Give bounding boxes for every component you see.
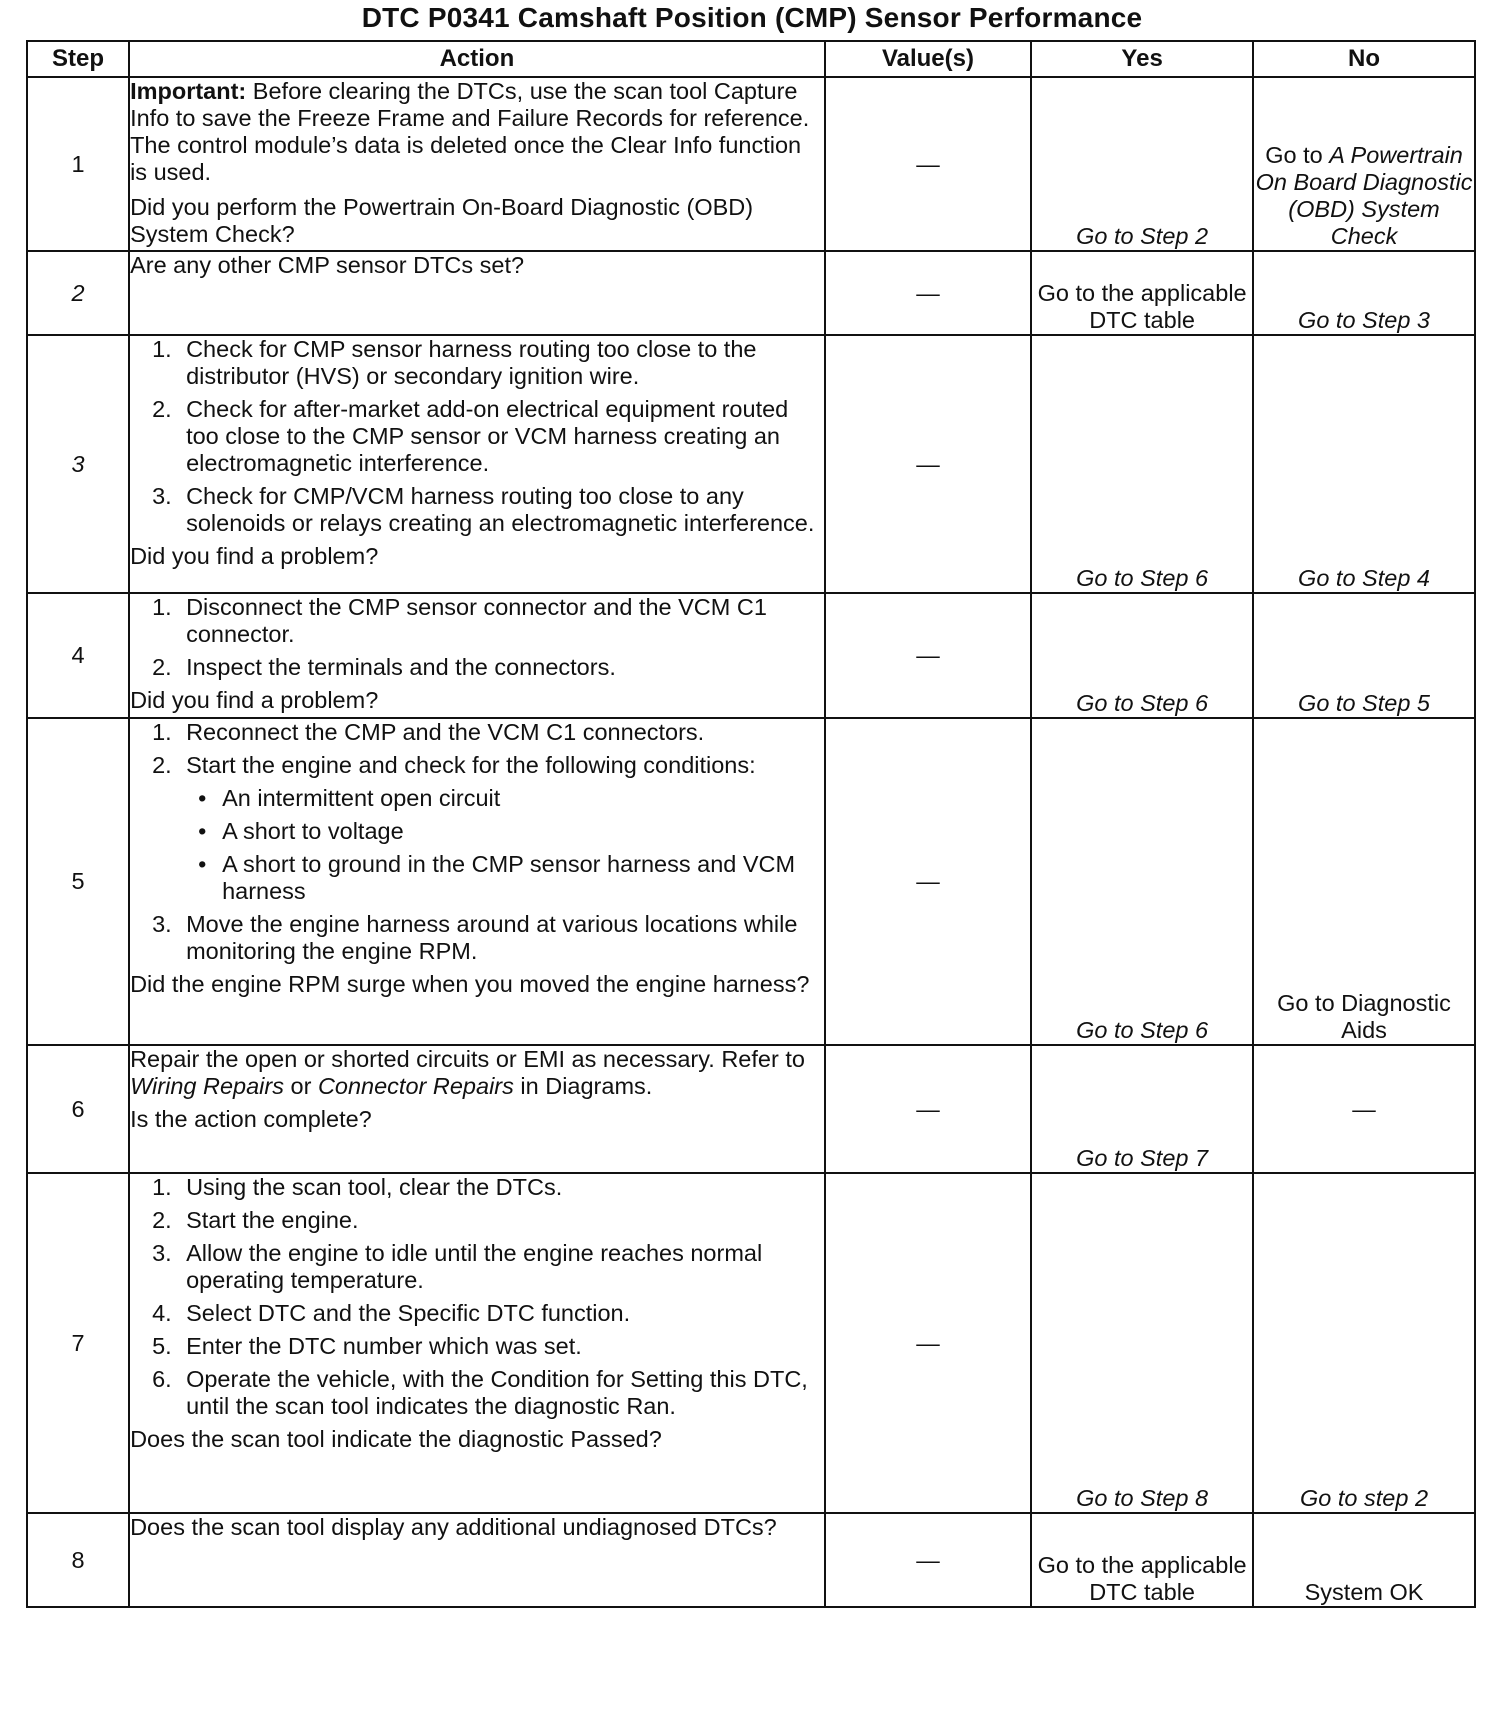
no-cell: System OK: [1253, 1513, 1475, 1607]
list-item-text: Enter the DTC number which was set.: [186, 1333, 582, 1359]
step-question: Did you find a problem?: [130, 687, 379, 713]
no-prefix: Go to: [1265, 142, 1330, 168]
list-item: [130, 1366, 824, 1420]
list-number: 1.: [152, 594, 172, 620]
step-number: 5: [27, 718, 129, 1045]
step-list: [130, 1174, 824, 1420]
repair-instruction: [130, 1046, 824, 1100]
step-number: 8: [27, 1513, 129, 1607]
no-cell: Go to Diagnostic Aids: [1253, 718, 1475, 1045]
bullet-item: • An intermittent open circuit: [186, 785, 824, 812]
important-label: Important:: [130, 78, 247, 104]
step-question: Are any other CMP sensor DTCs set?: [130, 252, 525, 278]
list-item: [130, 1300, 824, 1327]
list-item: [130, 336, 824, 390]
list-item-text: Reconnect the CMP and the VCM C1 connectors.: [186, 719, 705, 745]
list-number: 3.: [152, 911, 172, 937]
action-cell: [129, 77, 825, 251]
no-cell: Go to Step 3: [1253, 251, 1475, 335]
yes-cell: Go to the applicable DTC table: [1031, 1513, 1253, 1607]
value-cell: —: [825, 718, 1031, 1045]
header-step: Step: [27, 41, 129, 77]
list-number: 6.: [152, 1366, 172, 1392]
header-values: Value(s): [825, 41, 1031, 77]
yes-cell: Go to Step 7: [1031, 1045, 1253, 1173]
no-link-obd-check: A Powertrain On Board Diagnostic (OBD) System Check: [1255, 142, 1473, 249]
list-item-text: Check for after-market add-on electrical equipment routed too close to the CMP sensor or VCM harness creating an electromagnetic interference.: [186, 396, 789, 476]
step-number: 6: [27, 1045, 129, 1173]
list-number: 3.: [152, 483, 172, 509]
table-row: [27, 1513, 1475, 1607]
table-row: [27, 77, 1475, 251]
list-item-text: Move the engine harness around at various locations while monitoring the engine RPM.: [186, 911, 798, 964]
yes-cell: Go to Step 6: [1031, 718, 1253, 1045]
step-question: Is the action complete?: [130, 1106, 372, 1132]
step-question: Did you find a problem?: [130, 543, 379, 569]
step-question: Does the scan tool display any additional undiagnosed DTCs?: [130, 1514, 777, 1540]
table-row: [27, 335, 1475, 593]
step-list: [130, 336, 824, 537]
header-no: No: [1253, 41, 1475, 77]
step-number: 1: [27, 77, 129, 251]
table-header-row: [27, 41, 1475, 77]
value-cell: —: [825, 335, 1031, 593]
important-note: [130, 78, 824, 186]
list-item-text: Using the scan tool, clear the DTCs.: [186, 1174, 563, 1200]
list-item-text: Start the engine and check for the following conditions:: [186, 752, 756, 778]
list-item: [130, 483, 824, 537]
list-number: 5.: [152, 1333, 172, 1359]
yes-cell: Go to Step 8: [1031, 1173, 1253, 1513]
list-item-text: Operate the vehicle, with the Condition for Setting this DTC, until the scan tool indicates the diagnostic Ran.: [186, 1366, 808, 1419]
step-question: Does the scan tool indicate the diagnostic Passed?: [130, 1426, 662, 1452]
value-cell: —: [825, 1173, 1031, 1513]
no-cell: Go to Step 4: [1253, 335, 1475, 593]
list-item: [130, 1174, 824, 1201]
step-number: 2: [27, 251, 129, 335]
wiring-repairs-ref: Wiring Repairs: [130, 1073, 284, 1099]
bullet-list: [186, 785, 824, 905]
list-item-text: Check for CMP sensor harness routing too close to the distributor (HVS) or secondary ignition wire.: [186, 336, 757, 389]
step-question: Did the engine RPM surge when you moved the engine harness?: [130, 971, 810, 997]
step-number: 7: [27, 1173, 129, 1513]
step-list: [130, 719, 824, 965]
list-item-text: Start the engine.: [186, 1207, 359, 1233]
list-item-text: Check for CMP/VCM harness routing too close to any solenoids or relays creating an electromagnetic interference.: [186, 483, 815, 536]
table-row: [27, 1045, 1475, 1173]
action-cell: [129, 335, 825, 593]
step-number: 4: [27, 593, 129, 718]
text-fragment: Repair the open or shorted circuits or EMI as necessary. Refer to: [130, 1046, 805, 1072]
header-yes: Yes: [1031, 41, 1253, 77]
bullet-item: • A short to ground in the CMP sensor harness and VCM harness: [186, 851, 824, 905]
no-cell: Go to Step 5: [1253, 593, 1475, 718]
list-item: [130, 654, 824, 681]
list-item: [130, 594, 824, 648]
no-cell: —: [1253, 1045, 1475, 1173]
text-fragment: or: [283, 1073, 318, 1099]
list-number: 2.: [152, 752, 172, 778]
value-cell: —: [825, 1045, 1031, 1173]
list-item: [130, 396, 824, 477]
list-item: [130, 911, 824, 965]
list-number: 3.: [152, 1240, 172, 1266]
step-number: 3: [27, 335, 129, 593]
table-row: [27, 593, 1475, 718]
list-item: [130, 752, 824, 905]
list-number: 1.: [152, 1174, 172, 1200]
list-number: 2.: [152, 396, 172, 422]
list-number: 2.: [152, 654, 172, 680]
yes-cell: Go to the applicable DTC table: [1031, 251, 1253, 335]
table-row: [27, 1173, 1475, 1513]
value-cell: —: [825, 1513, 1031, 1607]
page-title: DTC P0341 Camshaft Position (CMP) Sensor Performance: [361, 2, 1143, 33]
action-cell: [129, 1173, 825, 1513]
no-cell: [1253, 77, 1475, 251]
yes-cell: Go to Step 6: [1031, 593, 1253, 718]
connector-repairs-ref: Connector Repairs: [317, 1073, 514, 1099]
action-cell: [129, 1513, 825, 1607]
list-number: 4.: [152, 1300, 172, 1326]
value-cell: —: [825, 593, 1031, 718]
step-question: Did you perform the Powertrain On-Board Diagnostic (OBD) System Check?: [130, 194, 754, 247]
list-item-text: Select DTC and the Specific DTC function.: [186, 1300, 631, 1326]
list-item: [130, 1240, 824, 1294]
step-list: [130, 594, 824, 681]
action-cell: [129, 251, 825, 335]
action-cell: [129, 593, 825, 718]
important-text: Before clearing the DTCs, use the scan tool Capture Info to save the Freeze Frame and Failure Records for reference. The control module’s data is deleted once the Clear Info function is used.: [130, 78, 810, 185]
list-item: [130, 1207, 824, 1234]
action-cell: [129, 718, 825, 1045]
list-number: 1.: [152, 336, 172, 362]
header-action: Action: [129, 41, 825, 77]
text-fragment: in Diagrams.: [513, 1073, 653, 1099]
no-cell: Go to step 2: [1253, 1173, 1475, 1513]
list-item: [130, 719, 824, 746]
diagnostic-table: [26, 40, 1476, 1608]
list-item-text: Allow the engine to idle until the engine reaches normal operating temperature.: [186, 1240, 763, 1293]
action-cell: [129, 1045, 825, 1173]
bullet-item: • A short to voltage: [186, 818, 824, 845]
yes-cell: Go to Step 6: [1031, 335, 1253, 593]
table-row: [27, 718, 1475, 1045]
yes-cell: Go to Step 2: [1031, 77, 1253, 251]
list-item-text: Disconnect the CMP sensor connector and the VCM C1 connector.: [186, 594, 767, 647]
table-row: [27, 251, 1475, 335]
list-item: [130, 1333, 824, 1360]
value-cell: —: [825, 251, 1031, 335]
list-item-text: Inspect the terminals and the connectors.: [186, 654, 616, 680]
list-number: 1.: [152, 719, 172, 745]
value-cell: —: [825, 77, 1031, 251]
list-number: 2.: [152, 1207, 172, 1233]
